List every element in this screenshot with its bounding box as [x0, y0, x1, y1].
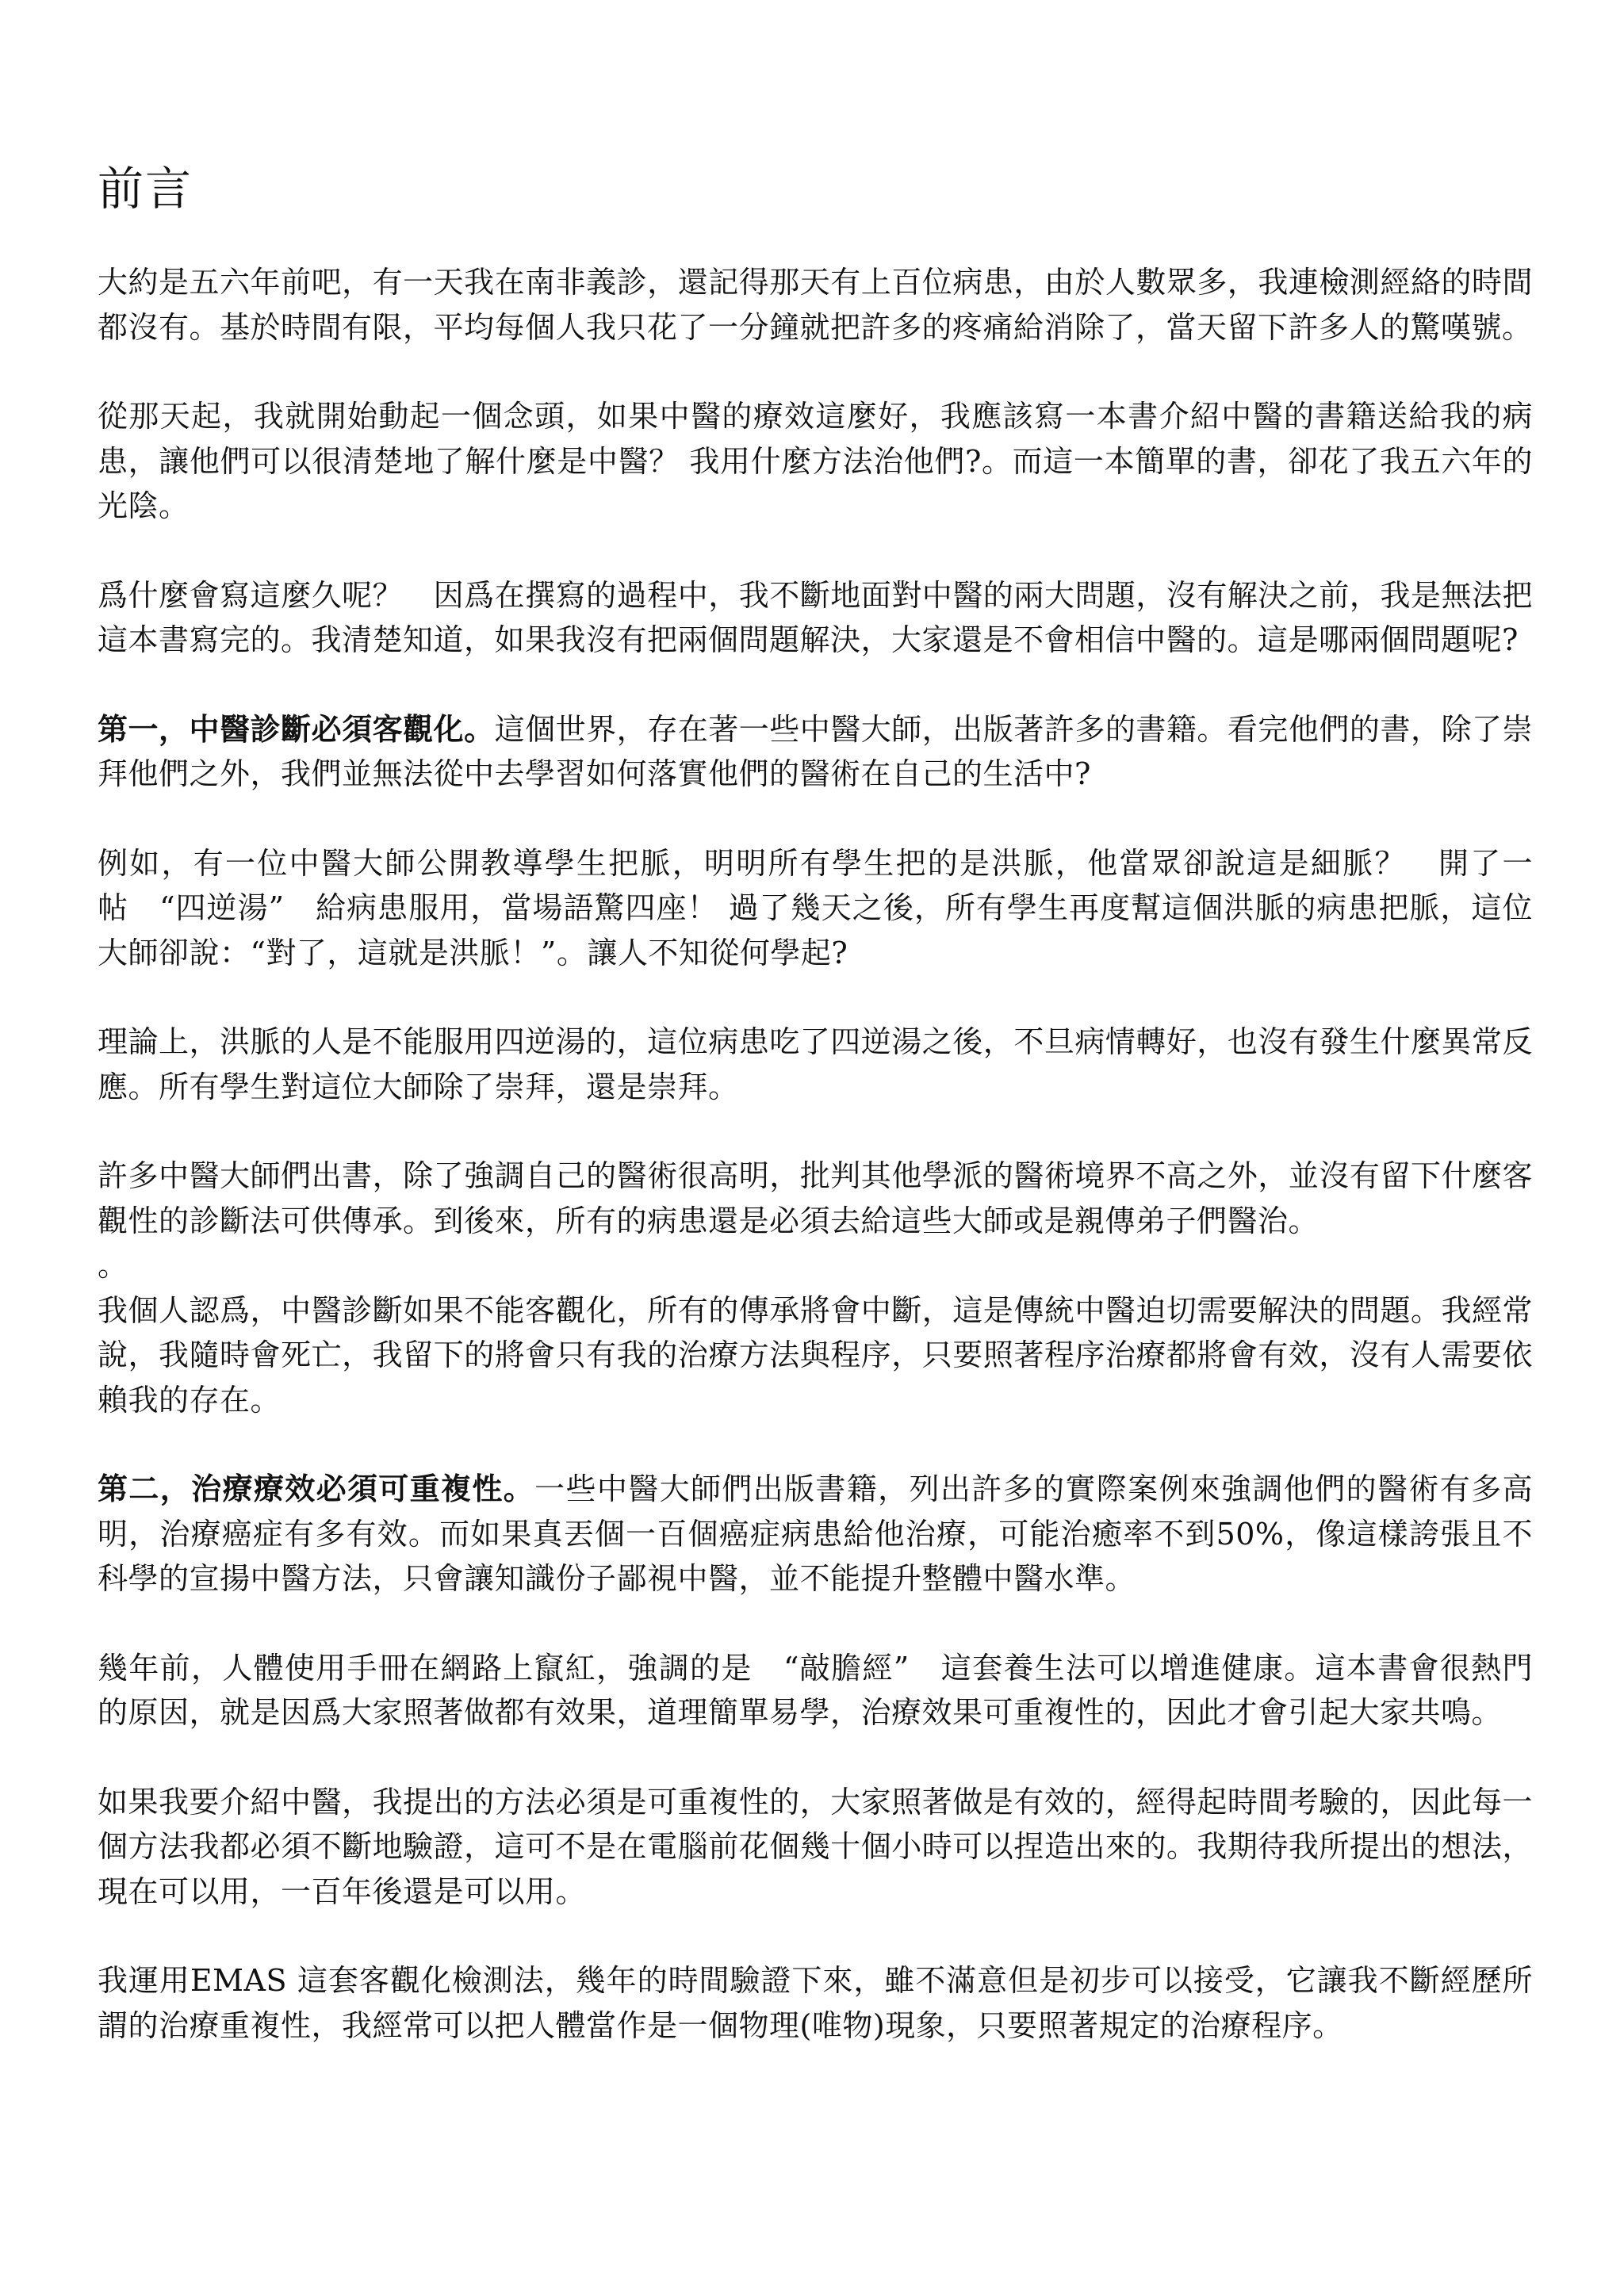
paragraph-2: 從那天起，我就開始動起一個念頭，如果中醫的療效這麼好，我應該寫一本書介紹中醫的書籍送給我的病患，讓他們可以很清楚地了解什麼是中醫？ 我用什麼方法治他們?。而這一本簡單的書，卻花了我五六年的光陰。 — [98, 399, 1533, 523]
paragraph-4-body: 這個世界，存在著一些中醫大師，出版著許多的書籍。看完他們的書，除了崇拜他們之外，我們並無法從中去學習如何落實他們的醫術在自己的生活中? — [98, 711, 1533, 791]
paragraph-10: 幾年前，人體使用手冊在網路上竄紅，強調的是 “敲膽經” 這套養生法可以增進健康。這本書會很熱門的原因，就是因爲大家照著做都有效果，道理簡單易學，治療效果可重複性的，因此才會引起大家共鳴。 — [98, 1650, 1533, 1730]
page-title: 前言 — [98, 162, 193, 216]
paragraph-9 — [98, 1467, 1533, 1601]
stray-punctuation: 。 — [98, 1248, 128, 1283]
paragraph-4 — [98, 707, 1533, 797]
paragraph-9-body: 一些中醫大師們出版書籍，列出許多的實際案例來強調他們的醫術有多高明，治療癌症有多有效。而如果真丟個一百個癌症病患給他治療，可能治癒率不到50%，像這樣誇張且不科學的宣揚中醫方法，只會讓知識份子鄙視中醫，並不能提升整體中醫水準。 — [98, 1471, 1533, 1596]
paragraph-6: 理論上，洪脈的人是不能服用四逆湯的，這位病患吃了四逆湯之後，不旦病情轉好，也沒有發生什麼異常反應。所有學生對這位大師除了崇拜，還是崇拜。 — [98, 1024, 1533, 1104]
paragraph-12: 我運用EMAS 這套客觀化檢測法，幾年的時間驗證下來，雖不滿意但是初步可以接受，它讓我不斷經歷所謂的治療重複性，我經常可以把人體當作是一個物理(唯物)現象，只要照著規定的治療程序。 — [98, 1963, 1533, 2043]
paragraph-5: 例如，有一位中醫大師公開教導學生把脈，明明所有學生把的是洪脈，他當眾卻說這是細脈？ 開了一帖 “四逆湯” 給病患服用，當場語驚四座！ 過了幾天之後，所有學生再度幫這個洪脈的病患把脈，這位大師卻說：“對了，這就是洪脈！”。讓人不知從何學起? — [98, 845, 1533, 970]
paragraph-9-lead: 第二，治療療效必須可重複性。 — [98, 1471, 535, 1506]
paragraph-3: 爲什麼會寫這麼久呢？ 因爲在撰寫的過程中，我不斷地面對中醫的兩大問題，沒有解決之前，我是無法把這本書寫完的。我清楚知道，如果我沒有把兩個問題解決，大家還是不會相信中醫的。這是哪兩個問題呢? — [98, 577, 1533, 657]
paragraph-7: 許多中醫大師們出書，除了強調自己的醫術很高明，批判其他學派的醫術境界不高之外，並沒有留下什麼客觀性的診斷法可供傳承。到後來，所有的病患還是必須去給這些大師或是親傳弟子們醫治。 — [98, 1158, 1533, 1238]
paragraph-8: 我個人認爲，中醫診斷如果不能客觀化，所有的傳承將會中斷，這是傳統中醫迫切需要解決的問題。我經常說，我隨時會死亡，我留下的將會只有我的治療方法與程序，只要照著程序治療都將會有效，沒有人需要依賴我的存在。 — [98, 1292, 1533, 1418]
paragraph-4-lead: 第一，中醫診斷必須客觀化。 — [98, 710, 495, 747]
paragraph-1: 大約是五六年前吧，有一天我在南非義診，還記得那天有上百位病患，由於人數眾多，我連檢測經絡的時間都沒有。基於時間有限，平均每個人我只花了一分鐘就把許多的疼痛給消除了，當天留下許多人的驚嘆號。 — [98, 265, 1533, 345]
paragraph-11: 如果我要介紹中醫，我提出的方法必須是可重複性的，大家照著做是有效的，經得起時間考驗的，因此每一個方法我都必須不斷地驗證，這可不是在電腦前花個幾十個小時可以捏造出來的。我期待我所提出的想法，現在可以用，一百年後還是可以用。 — [98, 1784, 1533, 1909]
document-page — [98, 159, 1533, 2092]
